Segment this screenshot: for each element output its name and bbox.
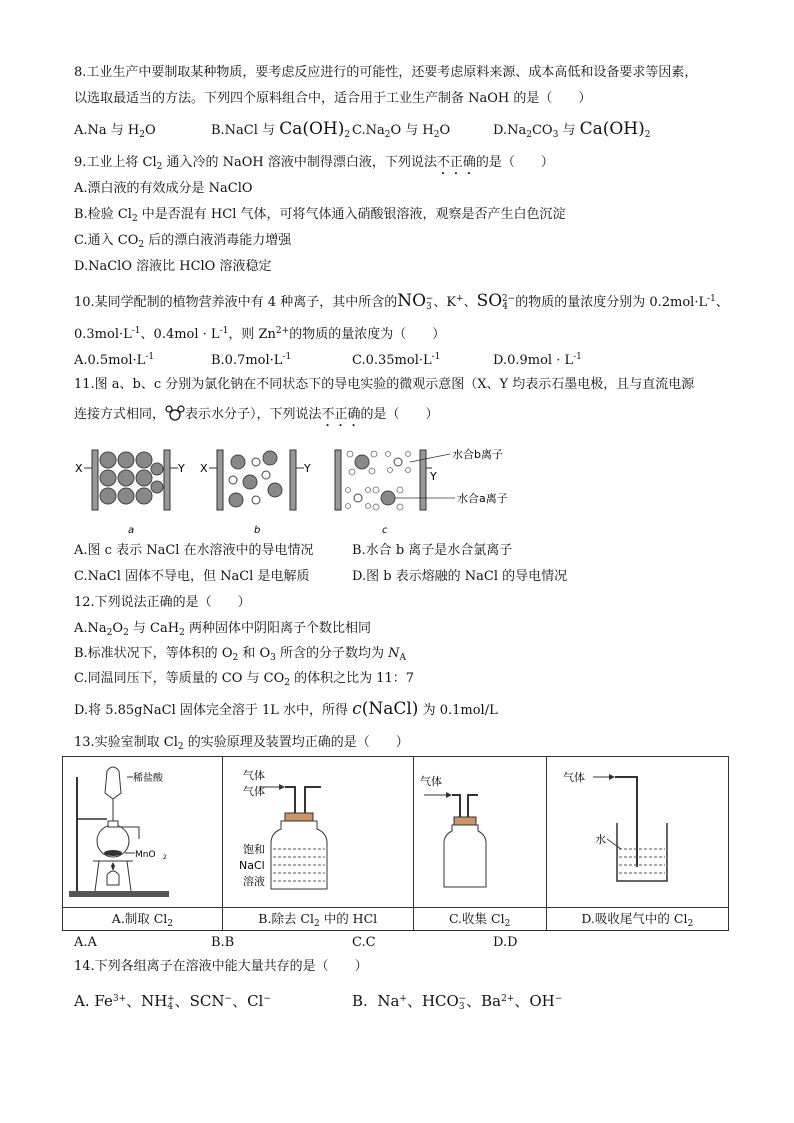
svg-text:水合a离子: 水合a离子 <box>457 492 508 505</box>
q12-option-c: C.同温同压下，等质量的 CO 与 $CO_2$ 的体积之比为 11：7 <box>74 671 415 688</box>
q9-option-b: B.检验 $Cl_2$ 中是否混有 HCl 气体，可将气体通入硝酸银溶液，观察是否产生白色沉淀 <box>74 207 566 224</box>
q11-option-a: A.图 c 表示 NaCl 在水溶液中的导电情况 <box>74 543 314 558</box>
q9-stem: 9.工业上将 $Cl_2$ 通入冷的 NaOH 溶液中制得漂白液，下列说法不正确的是（ ） <box>74 155 554 172</box>
q9-option-d: D.NaClO 溶液比 HClO 溶液稳定 <box>74 259 272 274</box>
q8-option-a: A.Na 与 $H_2O$ <box>74 123 156 140</box>
q12-stem: 12.下列说法正确的是（ ） <box>74 595 251 610</box>
figure-a-solid-nacl <box>75 450 185 536</box>
caption-b: B.除去 $Cl_2$ 中的 HCl <box>222 908 413 931</box>
q9-option-c: C.通入 $CO_2$ 后的漂白液消毒能力增强 <box>74 233 292 250</box>
apparatus-a-generator <box>63 757 175 903</box>
q10-stem-line2: $0.3mol\cdot L^{-1}$、$0.4mol \cdot L^{-1}$，则 $Zn^{2+}$的物质的量浓度为（ ） <box>74 326 446 342</box>
caption-c: C.收集 $Cl_2$ <box>413 908 546 931</box>
q10-option-b: $B.0.7mol\cdot L^{-1}$ <box>211 352 292 368</box>
q8-stem-line2: 以选取最适当的方法。下列四个原料组合中，适合用于工业生产制备 NaOH 的是（ ） <box>74 91 592 106</box>
q11-conductivity-figure <box>70 440 530 540</box>
svg-text:Y: Y <box>430 470 437 483</box>
q11-option-c: C.NaCl 固体不导电，但 NaCl 是电解质 <box>74 569 310 584</box>
q8-option-d: $D.Na_2CO_3$ 与 $Ca(OH)_2$ <box>493 119 651 140</box>
q14-option-a: A. $Fe^{3+}$、$NH_4^+$、SCN−、Cl− <box>74 992 271 1012</box>
svg-text:饱和: 饱和 <box>242 843 265 856</box>
q12-option-d: D.将 5.85gNaCl 固体完全溶于 1L 水中，所得 c(NaCl) 为 0.1mol/L <box>74 699 498 719</box>
water-molecule-icon <box>165 404 185 422</box>
q12-option-b: B.标准状况下，等体积的 $O_2$ 和 $O_3$ 所含的分子数均为 $N_A$ <box>74 646 407 663</box>
svg-text:b: b <box>254 525 261 536</box>
svg-text:X: X <box>200 462 208 475</box>
q10-option-c: $C.0.35mol\cdot L^{-1}$ <box>352 352 441 368</box>
apparatus-d-absorption-beaker <box>547 757 675 903</box>
q11-stem-line2: 连接方式相同， 表示水分子），下列说法不正确的是（ ） <box>74 404 439 430</box>
svg-text:Y: Y <box>304 462 311 475</box>
svg-text:a: a <box>128 525 135 536</box>
figure-c-nacl-solution <box>335 447 508 536</box>
q13-option-b: B.B <box>211 935 235 950</box>
svg-text:气体: 气体 <box>562 771 585 784</box>
apparatus-b-wash-bottle <box>223 757 357 903</box>
svg-text:溶液: 溶液 <box>242 875 265 888</box>
q13-option-c: C.C <box>352 935 376 950</box>
svg-text:气体: 气体 <box>242 785 265 798</box>
q13-apparatus-table <box>62 756 729 931</box>
q12-option-a: $A.Na_2O_2$ 与 CaH$_2$ 两种固体中阴阳离子个数比相同 <box>74 621 371 638</box>
svg-text:NaCl: NaCl <box>238 859 265 872</box>
svg-text:水合b离子: 水合b离子 <box>452 448 503 461</box>
q11-stem-line1: 11.图 a、b、c 分别为氯化钠在不同状态下的导电实验的微观示意图（X、Y 均表示石墨电极，且与直流电源 <box>74 377 695 392</box>
svg-text:水: 水 <box>594 833 606 846</box>
svg-text:MnO: MnO <box>135 850 156 860</box>
q10-option-a: $A.0.5mol\cdot L^{-1}$ <box>74 352 155 368</box>
svg-text:稀盐酸: 稀盐酸 <box>133 773 163 784</box>
q10-option-d: $D.0.9mol \cdot L^{-1}$ <box>493 352 582 368</box>
q11-option-b: B.水合 b 离子是水合氯离子 <box>352 543 513 558</box>
caption-a: A.制取 $Cl_2$ <box>63 908 223 931</box>
q8-stem-line1: 8.工业生产中要制取某种物质，要考虑反应进行的可能性，还要考虑原料来源、成本高低和设备要求等因素， <box>74 65 698 80</box>
svg-text:气体: 气体 <box>242 769 265 782</box>
q11-option-d: D.图 b 表示熔融的 NaCl 的导电情况 <box>352 569 568 584</box>
q8-option-c: $C.Na_2O$ 与 $H_2O$ <box>352 123 451 140</box>
svg-text:2: 2 <box>163 854 167 861</box>
q10-stem-line1: 10.某同学配制的植物营养液中有 4 种离子，其中所含的$NO_3^-$、K+、$SO_4^{2-}$的物质的量浓度分别为 $0.2mol\cdot L^{-1}$、 <box>74 291 729 312</box>
q8-option-b: B.NaCl 与 $Ca(OH)_2$ <box>211 119 351 140</box>
svg-text:X: X <box>75 462 83 475</box>
q14-option-b: B. Na+、$HCO_3^-$、$Ba^{2+}$、OH− <box>352 992 563 1012</box>
q13-option-a: A.A <box>74 935 97 950</box>
svg-text:Y: Y <box>178 462 185 475</box>
caption-d: D.吸收尾气中的 $Cl_2$ <box>546 908 728 931</box>
q14-stem: 14.下列各组离子在溶液中能大量共存的是（ ） <box>74 959 368 974</box>
apparatus-c-collection-bottle <box>414 757 507 903</box>
q13-option-d: D.D <box>493 935 518 950</box>
q9-option-a: A.漂白液的有效成分是 NaClO <box>74 181 253 196</box>
svg-text:气体: 气体 <box>419 775 442 788</box>
svg-text:c: c <box>382 525 388 536</box>
q13-stem: 13.实验室制取 $Cl_2$ 的实验原理及装置均正确的是（ ） <box>74 735 409 752</box>
figure-b-molten-nacl <box>200 450 311 536</box>
